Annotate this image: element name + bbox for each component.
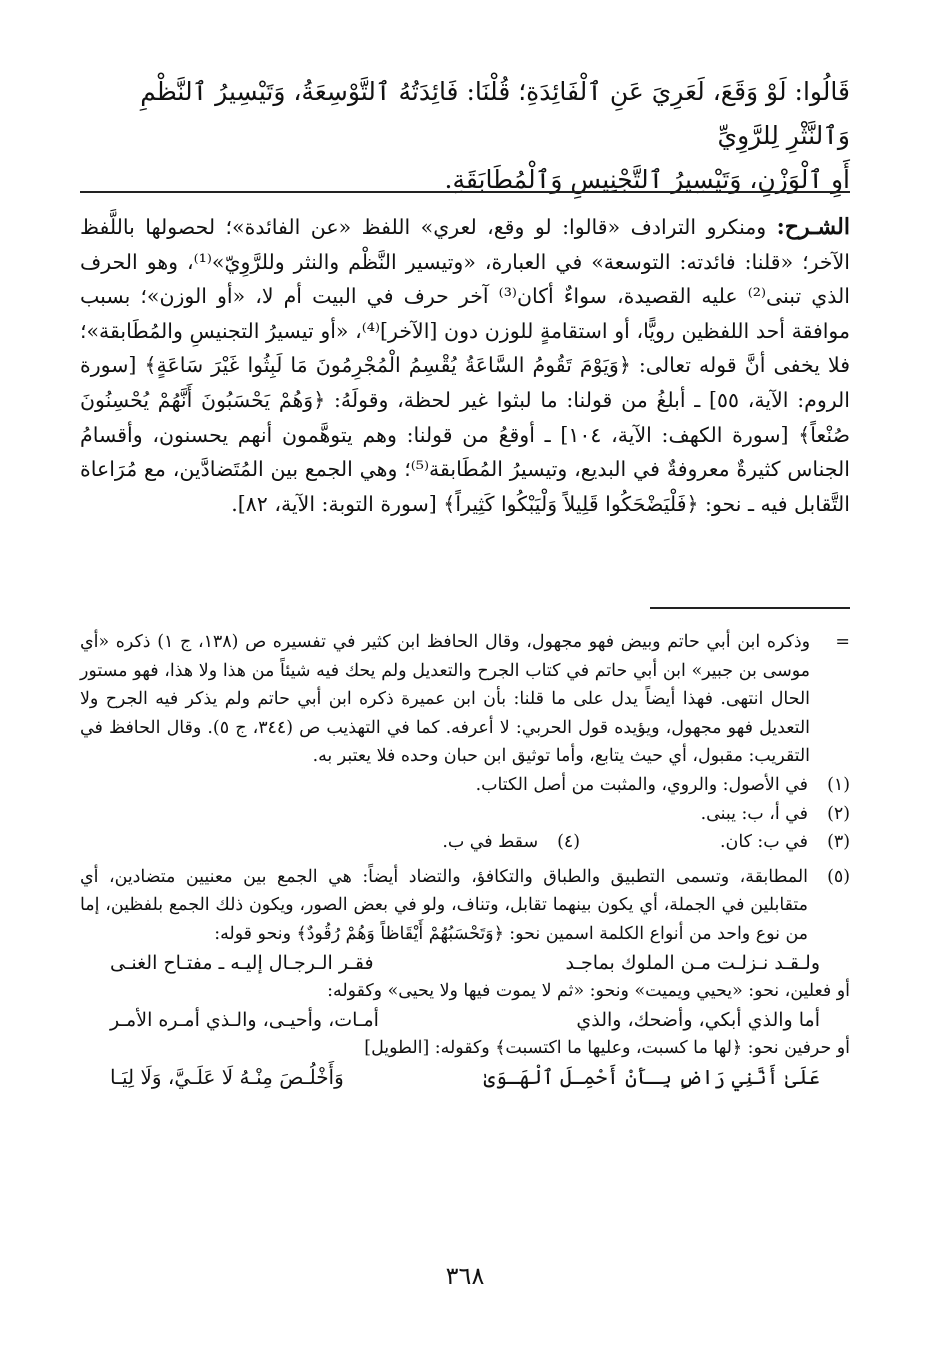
poetry-verse	[80, 949, 850, 978]
footnote-text: سقط في ب.	[442, 832, 539, 853]
footnote-number: (٤)	[557, 832, 581, 853]
footnote-text: المطابقة، وتسمى التطبيق والطباق والتكافؤ، والتضاد أيضاً: هي الجمع بين معنيين متضادين، أي متقابلين في الجملة، أي يكون بينهما تقابل، وتناف، ولو في بعض الصور، ويكون ذلك الجمع بلفظين، إما من نوع واحد من أنواع الكلمة اسمين نحو: ﴿وَتَحْسَبُهُمْ أَيْقَاظاً وَهُمْ رُقُودٌ﴾ ونحو قوله:	[80, 866, 808, 944]
footnote-continuation	[80, 628, 850, 771]
footnote-5-body	[80, 863, 808, 949]
main-text	[80, 70, 850, 202]
commentary-body: ومنكرو الترادف «قالوا: لو وقع، لعري» اللفظ «عن الفائدة»؛ لحصولها باللَّفظ الآخر؛ «قلنا: فائدته: التوسعة» في العبارة، «وتيسير النَّظْم والنثر وللرَّوِيّ»⁽¹⁾، وهو الحرف الذي تبنى⁽²⁾ عليه القصيدة، سواءٌ أكان⁽³⁾ آخر حرف في البيت أم لا، «أو الوزن»؛ بسبب موافقة أحد اللفظين رويًّا، أو استقامةٍ للوزن دون [الآخر]⁽⁴⁾، «أو تيسيرُ التجنيسِ والمُطَابقة»؛ فلا يخفى أنَّ قوله تعالى: ﴿وَيَوْمَ تَقُومُ السَّاعَةُ يُقْسِمُ الْمُجْرِمُونَ مَا لَبِثُوا غَيْرَ سَاعَةٍ﴾ [سورة الروم: الآية، ٥٥] ـ أبلغُ من قولنا: ما لبثوا غير لحظة، وقولَهُ: ﴿وَهُمْ يَحْسَبُونَ أَنَّهُمْ يُحْسِنُونَ صُنْعاً﴾ [سورة الكهف: الآية، ١٠٤] ـ أوقعُ من قولنا: وهم يتوهَّمون أنهم يحسنون، وأقسامُ الجناس كثيرةٌ معروفةٌ في البديع، وتيسيرُ المُطَابقة⁽⁵⁾؛ وهي الجمع بين المُتَضادَّين، مع مُرَاعاة التَّقابل فيه ـ نحو: ﴿فَلْيَضْحَكُوا قَلِيلاً وَلْيَبْكُوا كَثِيراً﴾ [سورة التوبة: الآية، ٨٢].	[80, 215, 851, 516]
footnote-number: (٥)	[827, 866, 850, 887]
footnote-line: أو حرفين نحو: ﴿لها ما كسبت، وعليها ما اكتسبت﴾ وكقوله: [الطويل]	[364, 1038, 850, 1059]
footnote-1	[80, 771, 850, 800]
footnote-number: (٣)	[827, 832, 850, 853]
verse-hemistich: عَلَىٰ أَنَّنِي رَاضٍ بِـأَنْ أَحْمِـلَ ٱلْهَـوَىٰ	[483, 1064, 820, 1089]
verse-hemistich: ولـقـد نـزلـت مـن الملوك بماجـد	[565, 951, 820, 974]
main-text-line: قَالُوا: لَوْ وَقَعَ، لَعَرِيَ عَنِ ٱلْفَائِدَةِ؛ قُلْنَا: فَائِدَتُهُ ٱلتَّوْسِعَةُ، وَتَيْسِيرُ ٱلنَّظْمِ وَٱلنَّثْرِ لِلرَّوِيِّ	[140, 77, 850, 150]
footnote-number: (٢)	[827, 803, 850, 824]
footnote-text: في أ، ب: يبنى.	[700, 803, 808, 824]
commentary-heading: الشـرح:	[776, 214, 850, 240]
poetry-verse	[80, 1006, 850, 1035]
footnote-3	[720, 828, 850, 857]
commentary-paragraph	[80, 210, 850, 521]
footnotes	[80, 628, 850, 1092]
footnote-2	[80, 800, 850, 829]
footnote-5	[80, 863, 850, 949]
verse-hemistich: فقـر الـرجـال إليـه ـ مفتـاح الغنـى	[110, 951, 374, 974]
footnote-line: أو فعلين، نحو: «يحيي ويميت» ونحو: «ثم لا يموت فيها ولا يحيى» وكقوله:	[327, 981, 850, 1002]
footnote-4	[442, 828, 580, 857]
page-number: ٣٦٨	[445, 1262, 485, 1290]
poetry-verse	[80, 1063, 850, 1092]
footnote-text: في ب: كان.	[720, 832, 808, 853]
footnote-text: في الأصول: والروي، والمثبت من أصل الكتاب.	[475, 774, 808, 795]
continuation-mark: =	[835, 632, 850, 652]
footnote-number: (١)	[827, 774, 850, 795]
section-divider	[80, 191, 850, 193]
verse-hemistich: وَأَخْلُـصَ مِنْـهُ لَا عَلَـيَّ، وَلَا لِيَـا	[110, 1064, 344, 1089]
verse-hemistich: أمـات، وأحيـى، والـذي أمـره الأمـر	[110, 1008, 379, 1031]
footnote-continuation-text: وذكره ابن أبي حاتم وبيض فهو مجهول، وقال الحافظ ابن كثير في تفسيره ص (١٣٨، ج ١) ذكره «أي موسى بن جبير» ابن أبي حاتم في كتاب الجرح والتعديل ولم يحك فيه شيئاً من هذا ولا هذا، فهو مستور الحال انتهى. فهذا أيضاً يدل على ما قلنا: بأن ابن عميرة ذكره ابن أبي حاتم ولم يذكر فيه الجرح ولا التعديل فهو مجهول، ويؤيده قول الحربي: لا أعرفه. كما في التهذيب ص (٣٤٤، ج ٥). وقال الحافظ في التقريب: مقبول، أي حيث يتابع، وأما توثيق ابن حبان وحده فلا يعتبر به.	[80, 632, 810, 767]
footnote-row	[80, 828, 850, 857]
footnote-divider	[650, 607, 850, 609]
verse-hemistich: أما والذي أبكي، وأضحك، والذي	[576, 1008, 820, 1031]
main-text-line: أَوِ ٱلْوَزْنِ، وَتَيْسِيرُ ٱلتَّجْنِيسِ وَٱلْمُطَابَقَةِ.	[444, 165, 850, 194]
